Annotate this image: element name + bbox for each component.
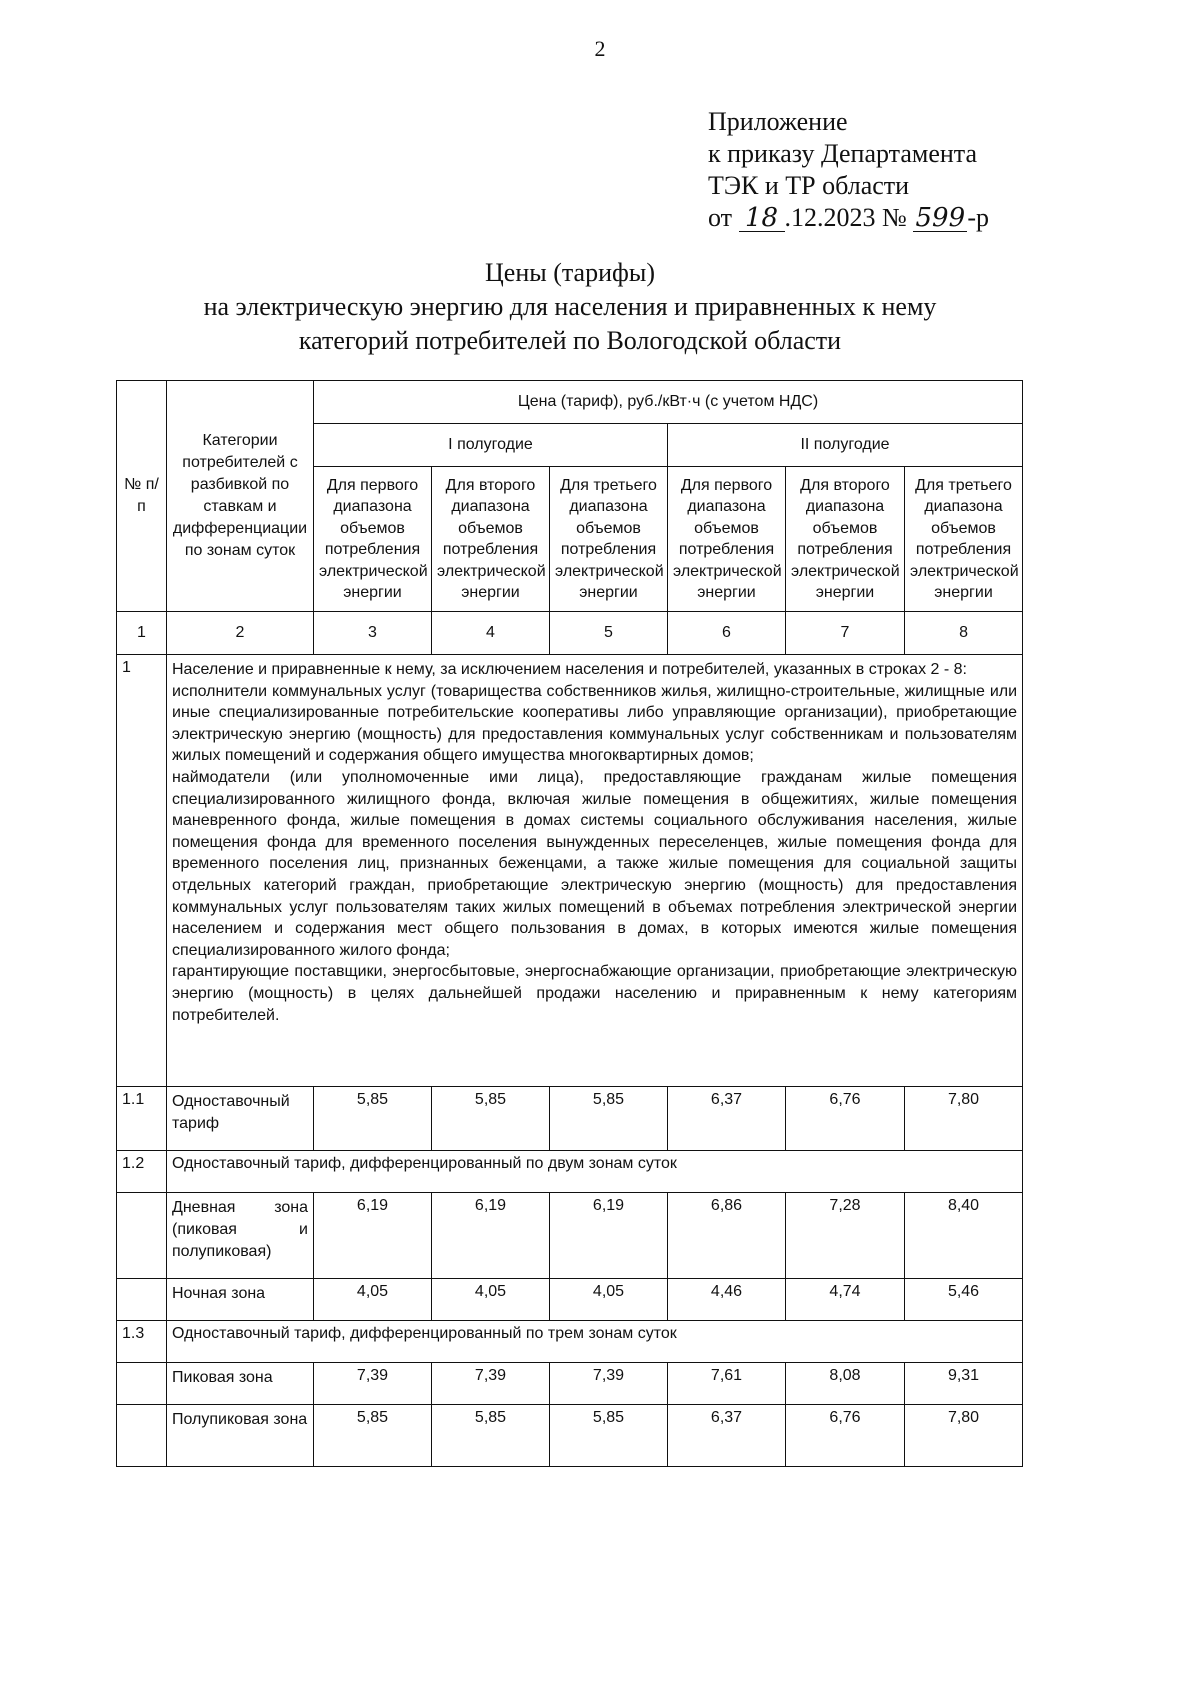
header-col-7: Для второго диапазона объемов потребления электрической энергии [786, 467, 905, 612]
row-group-title: Одноставочный тариф, дифференцированный по двум зонам суток [167, 1151, 1023, 1193]
tariff-value: 5,46 [905, 1279, 1023, 1321]
header-col-3: Для первого диапазона объемов потребления электрической энергии [314, 467, 432, 612]
order-suffix: -р [967, 203, 990, 232]
tariff-value: 4,05 [550, 1279, 668, 1321]
row-index [117, 1363, 167, 1405]
column-number: 7 [786, 612, 905, 655]
row-index [117, 1405, 167, 1467]
row-index [117, 1279, 167, 1321]
header-col-6: Для первого диапазона объемов потребления электрической энергии [668, 467, 786, 612]
tariff-value: 7,80 [905, 1405, 1023, 1467]
description-paragraph: Население и приравненные к нему, за исключением населения и потребителей, указанных в строках 2 - 8: [172, 661, 967, 678]
document-title [60, 256, 1080, 358]
tariff-value: 8,40 [905, 1193, 1023, 1279]
table-row [117, 1151, 1023, 1193]
title-line-3: категорий потребителей по Вологодской области [298, 326, 842, 355]
tariff-value: 6,76 [786, 1087, 905, 1151]
table-row [117, 1405, 1023, 1467]
tariff-value: 7,39 [432, 1363, 550, 1405]
header-category: Категории потребителей с разбивкой по ставкам и дифференциации по зонам суток [167, 381, 314, 612]
table-row [117, 1363, 1023, 1405]
tariff-value: 7,39 [314, 1363, 432, 1405]
row-label: Полупиковая зона [167, 1405, 314, 1467]
row-index [117, 1193, 167, 1279]
row-label: Одноставочный тариф [167, 1087, 314, 1151]
description-paragraph: исполнители коммунальных услуг (товарищества собственников жилья, жилищно-строительные, жилищные или иные специализированные потребительские кооперативы либо управляющие организации), приобретающие электрическую энергию (мощность) для предоставления коммунальных услуг собственникам и пользователям жилых помещений и содержания общего имущества многоквартирных домов; [172, 682, 1018, 765]
description-paragraph: гарантирующие поставщики, энергосбытовые, энергоснабжающие организации, приобретающие электрическую энергию (мощность) в целях дальнейшей продажи населению и приравненным к нему категориям потребителей. [172, 963, 1018, 1024]
appendix-date-line [708, 202, 989, 234]
tariff-value: 5,85 [550, 1087, 668, 1151]
row-index: 1.1 [117, 1087, 167, 1151]
tariff-value: 4,74 [786, 1279, 905, 1321]
column-number: 5 [550, 612, 668, 655]
header-col-8: Для третьего диапазона объемов потребления электрической энергии [905, 467, 1023, 612]
header-col-4: Для второго диапазона объемов потребления электрической энергии [432, 467, 550, 612]
tariff-value: 7,61 [668, 1363, 786, 1405]
title-line-1: Цены (тарифы) [485, 258, 655, 287]
header-rownum: № п/п [117, 381, 167, 612]
column-number: 6 [668, 612, 786, 655]
column-number-row [117, 612, 1023, 655]
row-label: Ночная зона [167, 1279, 314, 1321]
tariff-value: 5,85 [314, 1405, 432, 1467]
column-number: 1 [117, 612, 167, 655]
row-index: 1 [117, 655, 167, 1087]
tariff-value: 6,19 [550, 1193, 668, 1279]
tariff-value: 7,28 [786, 1193, 905, 1279]
tariff-value: 5,85 [432, 1405, 550, 1467]
header-half-1: I полугодие [314, 424, 668, 467]
column-number: 8 [905, 612, 1023, 655]
table-row [117, 655, 1023, 1087]
row-label: Пиковая зона [167, 1363, 314, 1405]
table-row [117, 1087, 1023, 1151]
row-index: 1.2 [117, 1151, 167, 1193]
tariff-value: 5,85 [550, 1405, 668, 1467]
appendix-line-order: к приказу Департамента [708, 139, 978, 168]
row-description [167, 655, 1023, 1087]
handwritten-day: 18 [739, 205, 785, 232]
appendix-line-department: ТЭК и ТР области [708, 171, 910, 200]
tariff-value: 6,37 [668, 1405, 786, 1467]
tariff-table [116, 380, 1023, 1467]
table-row [117, 1193, 1023, 1279]
tariff-value: 9,31 [905, 1363, 1023, 1405]
row-group-title: Одноставочный тариф, дифференцированный по трем зонам суток [167, 1321, 1023, 1363]
row-index: 1.3 [117, 1321, 167, 1363]
header-col-5: Для третьего диапазона объемов потребления электрической энергии [550, 467, 668, 612]
tariff-value: 7,39 [550, 1363, 668, 1405]
tariff-value: 7,80 [905, 1087, 1023, 1151]
tariff-value: 6,37 [668, 1087, 786, 1151]
tariff-value: 4,46 [668, 1279, 786, 1321]
appendix-title: Приложение [708, 107, 848, 136]
date-prefix: от [708, 203, 733, 232]
tariff-value: 4,05 [314, 1279, 432, 1321]
appendix-caption [708, 106, 989, 234]
handwritten-order-number: 599 [913, 205, 967, 232]
tariff-value: 6,19 [314, 1193, 432, 1279]
tariff-value: 6,76 [786, 1405, 905, 1467]
tariff-value: 8,08 [786, 1363, 905, 1405]
tariff-value: 6,19 [432, 1193, 550, 1279]
tariff-table-body [117, 655, 1023, 1467]
tariff-value: 4,05 [432, 1279, 550, 1321]
tariff-value: 6,86 [668, 1193, 786, 1279]
header-price: Цена (тариф), руб./кВт·ч (с учетом НДС) [314, 381, 1023, 424]
column-number: 2 [167, 612, 314, 655]
description-paragraph: наймодатели (или уполномоченные ими лица), предоставляющие гражданам жилые помещения специализированного жилищного фонда, включая жилые помещения в общежитиях, жилые помещения маневренного фонда, жилые помещения в домах системы социального обслуживания населения, жилые помещения фонда для временного поселения вынужденных переселенцев, жилые помещения фонда для временного поселения лиц, признанных беженцами, а также жилые помещения для социальной защиты отдельных категорий граждан, приобретающие электрическую энергию (мощность) для предоставления коммунальных услуг пользователям таких жилых помещений в объемах потребления электрической энергии населением и содержания мест общего пользования в домах, в которых имеются жилые помещения специализированного жилого фонда; [172, 768, 1018, 959]
column-number: 4 [432, 612, 550, 655]
row-label: Дневная зона (пиковая и полупиковая) [167, 1193, 314, 1279]
header-half-2: II полугодие [668, 424, 1023, 467]
title-line-2: на электрическую энергию для населения и приравненных к нему [203, 292, 937, 321]
tariff-value: 5,85 [432, 1087, 550, 1151]
tariff-value: 5,85 [314, 1087, 432, 1151]
table-row [117, 1279, 1023, 1321]
table-row [117, 1321, 1023, 1363]
date-rest: .12.2023 № [784, 203, 907, 232]
column-number: 3 [314, 612, 432, 655]
page-number: 2 [594, 36, 606, 61]
